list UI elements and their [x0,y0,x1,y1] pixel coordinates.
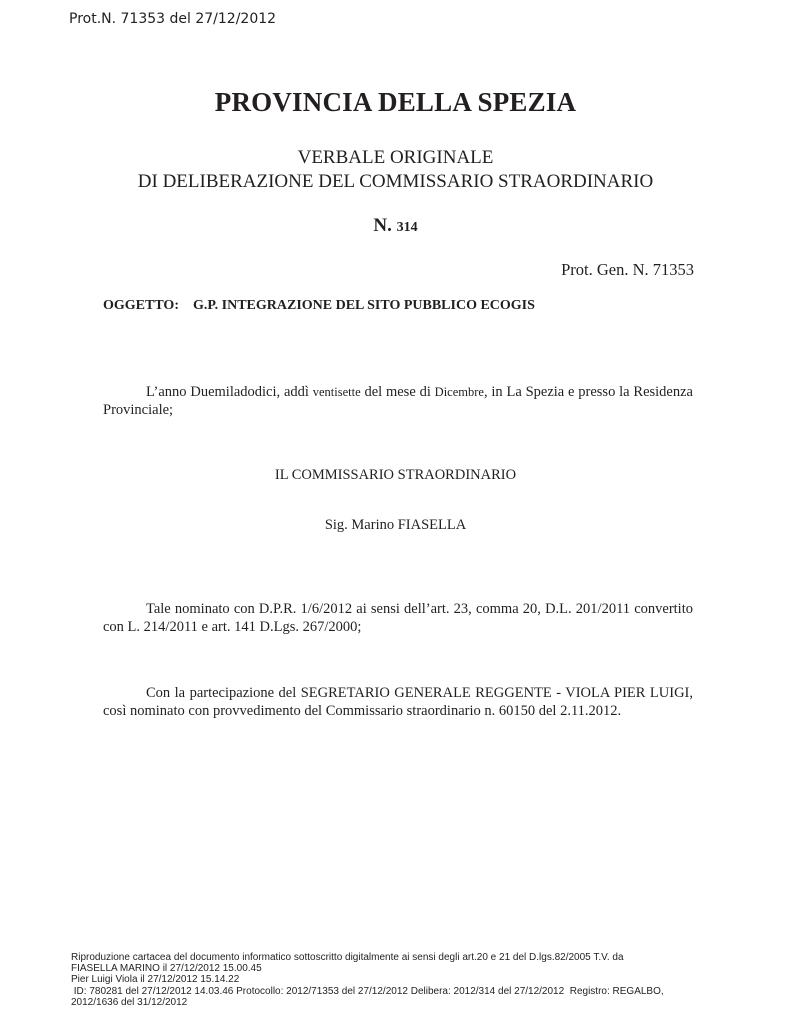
intro-text-c: , in La Spezia e presso la Residenza Provinciale; [103,384,693,418]
nomination-paragraph: Tale nominato con D.P.R. 1/6/2012 ai sensi dell’art. 23, comma 20, D.L. 201/2011 convertito con L. 214/2011 e art. 141 D.Lgs. 267/2000; [103,601,693,635]
footer-line: ID: 780281 del 27/12/2012 14.03.46 Protocollo: 2012/71353 del 27/12/2012 Delibera: 2012/314 del 27/12/2012 Registro: REGALBO, [71,985,664,997]
subject-line [103,298,535,314]
intro-paragraph [103,383,693,419]
footer-line: 2012/1636 del 31/12/2012 [71,996,188,1008]
footer-line: FIASELLA MARINO il 27/12/2012 15.00.45 [71,963,262,975]
footer-line: Riproduzione cartacea del documento informatico sottoscritto digitalmente ai sensi degli art.20 e 21 del D.lgs.82/2005 T.V. da [71,952,624,963]
commissario-heading: IL COMMISSARIO STRAORDINARIO [274,467,517,483]
subject-text: G.P. INTEGRAZIONE DEL SITO PUBBLICO ECOGIS [192,298,535,313]
digital-signature-footer [71,952,731,1008]
protocol-stamp: Prot.N. 71353 del 27/12/2012 [69,11,277,27]
intro-month: Dicembre [434,385,484,399]
intro-text-a: L’anno Duemiladodici, addì [146,384,313,400]
intro-text-b: del mese di [360,384,435,400]
prot-gen-number: Prot. Gen. N. 71353 [561,260,694,279]
subtitle-line-2: DI DELIBERAZIONE DEL COMMISSARIO STRAORDINARIO [137,171,654,192]
subject-label: OGGETTO: [103,298,179,313]
page-title: PROVINCIA DELLA SPEZIA [214,87,577,117]
intro-day: ventisette [312,385,361,399]
number-label: N. [373,215,392,236]
number-value: 314 [396,220,418,235]
deliberation-number [0,215,791,237]
commissario-name: Sig. Marino FIASELLA [324,517,467,533]
participation-paragraph: Con la partecipazione del SEGRETARIO GENERALE REGGENTE - VIOLA PIER LUIGI, così nominato con provvedimento del Commissario straordinario n. 60150 del 2.11.2012. [103,685,693,719]
footer-line: Pier Luigi Viola il 27/12/2012 15.14.22 [71,974,240,986]
subtitle-line-1: VERBALE ORIGINALE [297,147,494,168]
